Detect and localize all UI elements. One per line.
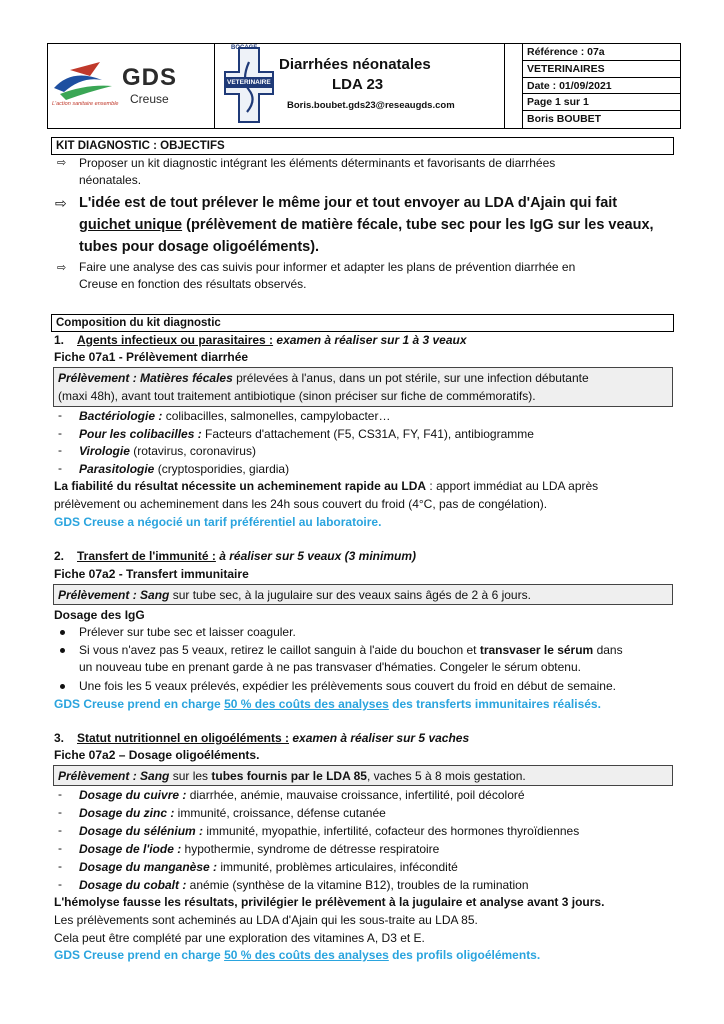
dash-marker: - (58, 823, 62, 837)
item-value: colibacilles, salmonelles, campylobacter… (162, 409, 391, 423)
meta-reference: Référence : 07a (523, 44, 681, 61)
dash-marker: - (58, 461, 62, 475)
dash-marker: - (58, 426, 62, 440)
section3-note-line3: Cela peut être complété par une exploration des vitamines A, D3 et E. (54, 931, 425, 945)
item-key: Dosage du zinc : (79, 806, 175, 820)
item-key: Parasitologie (79, 462, 155, 476)
kit-p3-line1: Faire une analyse des cas suivis pour informer et adapter les plans de prévention diarrhée en (79, 260, 576, 274)
meta-cell (522, 44, 681, 128)
section2-bullet2 (79, 642, 623, 659)
logo-tagline: L'action sanitaire ensemble (52, 101, 119, 107)
vet-badge-top: BOCAGE (231, 45, 258, 51)
section3-note: L'hémolyse fausse les résultats, privilégier le prélèvement à la jugulaire et analyse avant 3 jours. (54, 895, 605, 909)
section3-sample-mid: sur les (169, 769, 212, 783)
section1-sample-box (53, 367, 673, 407)
section3-offer (54, 947, 540, 964)
section2-number: 2. (54, 549, 65, 563)
section1-note-line2: prélèvement ou acheminement dans les 24h sous couvert du froid (4°C, pas de congélation). (54, 497, 548, 511)
document-subtitle: LDA 23 (332, 76, 384, 93)
dash-marker: - (58, 805, 62, 819)
section3-item (79, 787, 525, 804)
section2-dosage: Dosage des IgG (54, 608, 145, 622)
offer-a: GDS Creuse prend en charge (54, 948, 225, 962)
logo-gds-text: GDS (122, 64, 178, 91)
section3-title-main: Statut nutritionnel en oligoéléments : (77, 731, 290, 745)
section1-title-note: examen à réaliser sur 1 à 3 veaux (273, 333, 467, 347)
dash-marker: - (58, 787, 62, 801)
section3-fiche: Fiche 07a2 – Dosage oligoéléments. (54, 748, 260, 762)
item-value: anémie (synthèse de la vitamine B12), troubles de la rumination (186, 878, 529, 892)
kit-p2-line1: L'idée est de tout prélever le même jour et tout envoyer au LDA d'Ajain qui fait (79, 195, 618, 211)
section3-sample-end: , vaches 5 à 8 mois gestation. (366, 769, 526, 783)
meta-date: Date : 01/09/2021 (523, 78, 681, 95)
section2-sample-label: Prélèvement : Sang (58, 588, 170, 602)
section2-title (77, 548, 416, 565)
item-value: diarrhée, anémie, mauvaise croissance, infertilité, poil décoloré (186, 788, 525, 802)
section1-note (54, 478, 598, 495)
section3-note-line2: Les prélèvements sont acheminés au LDA d'Ajain qui les sous-traite au LDA 85. (54, 913, 478, 927)
item-value: Facteurs d'attachement (F5, CS31A, FY, F41), antibiogramme (201, 427, 534, 441)
arrow-icon: ⇨ (57, 157, 67, 169)
section2-title-main: Transfert de l'immunité : (77, 549, 216, 563)
section3-item (79, 841, 439, 858)
section3-item (79, 823, 579, 840)
section3-sample-box (53, 765, 673, 786)
section1-item (79, 408, 390, 425)
vet-badge-label: VETERINAIRE (227, 79, 271, 86)
item-value: immunité, problèmes articulaires, infécondité (217, 860, 458, 874)
item-key: Dosage du sélénium : (79, 824, 204, 838)
section2-bullet2-c: dans (593, 643, 623, 657)
section1-fiche: Fiche 07a1 - Prélèvement diarrhée (54, 350, 249, 364)
section1-item (79, 426, 534, 443)
item-key: Pour les colibacilles : (79, 427, 202, 441)
gds-logo-icon (52, 62, 122, 102)
dash-marker: - (58, 859, 62, 873)
meta-author: Boris BOUBET (527, 113, 602, 126)
bullet-dot (60, 684, 65, 689)
section1-offer: GDS Creuse a négocié un tarif préférentiel au laboratoire. (54, 515, 382, 529)
section3-sample-label: Prélèvement : Sang (58, 769, 170, 783)
arrow-icon: ⇨ (57, 262, 67, 274)
section3-item (79, 859, 458, 876)
item-value: (cryptosporidies, giardia) (154, 462, 290, 476)
bullet-dot (60, 630, 65, 635)
offer-a: GDS Creuse prend en charge (54, 697, 225, 711)
section1-item (79, 461, 289, 478)
section3-title (77, 730, 469, 747)
kit-heading: KIT DIAGNOSTIC : OBJECTIFS (51, 137, 674, 155)
dash-marker: - (58, 877, 62, 891)
item-value: immunité, croissance, défense cutanée (174, 806, 386, 820)
section2-offer (54, 696, 601, 713)
logo-creuse-text: Creuse (130, 92, 169, 106)
section1-title (77, 332, 467, 349)
item-key: Dosage du manganèse : (79, 860, 218, 874)
section3-number: 3. (54, 731, 65, 745)
kit-p2-line2 (79, 215, 654, 235)
section3-title-note: examen à réaliser sur 5 vaches (289, 731, 470, 745)
dash-marker: - (58, 443, 62, 457)
section2-bullet2-b: transvaser le sérum (479, 643, 594, 657)
bullet-dot (60, 648, 65, 653)
dash-marker: - (58, 408, 62, 422)
section3-sample-tubes: tubes fournis par le LDA 85 (211, 769, 367, 783)
section2-fiche: Fiche 07a2 - Transfert immunitaire (54, 567, 249, 581)
section1-title-main: Agents infectieux ou parasitaires : (77, 333, 274, 347)
kit-p1-line1: Proposer un kit diagnostic intégrant les éléments déterminants et favorisants de diarrhées (79, 156, 556, 170)
section3-item (79, 805, 386, 822)
item-value: immunité, myopathie, infertilité, cofacteur des hormones thyroïdiennes (203, 824, 580, 838)
dash-marker: - (58, 841, 62, 855)
composition-heading: Composition du kit diagnostic (51, 314, 674, 332)
section2-bullet2-a: Si vous n'avez pas 5 veaux, retirez le caillot sanguin à l'aide du bouchon et (79, 643, 480, 657)
offer-b: 50 % des coûts des analyses (224, 948, 389, 962)
section2-sample-text: sur tube sec, à la jugulaire sur des veaux sains âgés de 2 à 6 jours. (169, 588, 531, 602)
item-key: Dosage du cuivre : (79, 788, 187, 802)
kit-p1-line2: néonatales. (79, 173, 142, 187)
kit-p2-line2-rest: (prélèvement de matière fécale, tube sec pour les IgG sur les veaux, (182, 217, 654, 233)
section1-note-bold: La fiabilité du résultat nécessite un acheminement rapide au LDA (54, 479, 427, 493)
section1-sample-text1: prélevées à l'anus, dans un pot stérile, sur une infection débutante (232, 371, 589, 385)
item-key: Dosage du cobalt : (79, 878, 187, 892)
item-value: (rotavirus, coronavirus) (129, 444, 256, 458)
kit-p3-line2: Creuse en fonction des résultats observés. (79, 277, 307, 291)
section3-item (79, 877, 529, 894)
offer-b: 50 % des coûts des analyses (224, 697, 389, 711)
contact-email: Boris.boubet.gds23@reseaugds.com (287, 100, 455, 111)
document-title: Diarrhées néonatales (279, 56, 431, 73)
section2-sample-box (53, 584, 673, 605)
item-value: hypothermie, syndrome de détresse respiratoire (181, 842, 440, 856)
meta-audience: VETERINAIRES (523, 61, 681, 78)
kit-p2-underlined: guichet unique (79, 217, 183, 233)
section1-sample-label: Prélèvement : Matières fécales (58, 371, 233, 385)
section2-bullet3: Une fois les 5 veaux prélevés, expédier les prélèvements sous couvert du froid en début de semaine. (79, 679, 616, 693)
offer-c: des transferts immunitaires réalisés. (388, 697, 601, 711)
offer-c: des profils oligoéléments. (388, 948, 541, 962)
section1-sample-text2: (maxi 48h), avant tout traitement antibiotique (sinon préciser sur fiche de commémoratifs). (58, 389, 536, 403)
item-key: Bactériologie : (79, 409, 163, 423)
section1-item (79, 443, 256, 460)
section2-title-note: à réaliser sur 5 veaux (3 minimum) (215, 549, 416, 563)
item-key: Virologie (79, 444, 130, 458)
section2-bullet2-line2: un nouveau tube en prenant garde à ne pas transvaser d'hématies. Congeler le sérum obtenu. (79, 660, 581, 674)
item-key: Dosage de l'iode : (79, 842, 182, 856)
section1-number: 1. (54, 333, 65, 347)
meta-page: Page 1 sur 1 (523, 94, 681, 111)
kit-p2-line3: tubes pour dosage oligoéléments). (79, 239, 320, 255)
arrow-icon: ⇨ (55, 195, 67, 211)
section1-note-rest: : apport immédiat au LDA après (426, 479, 599, 493)
section2-bullet1: Prélever sur tube sec et laisser coaguler. (79, 625, 296, 639)
